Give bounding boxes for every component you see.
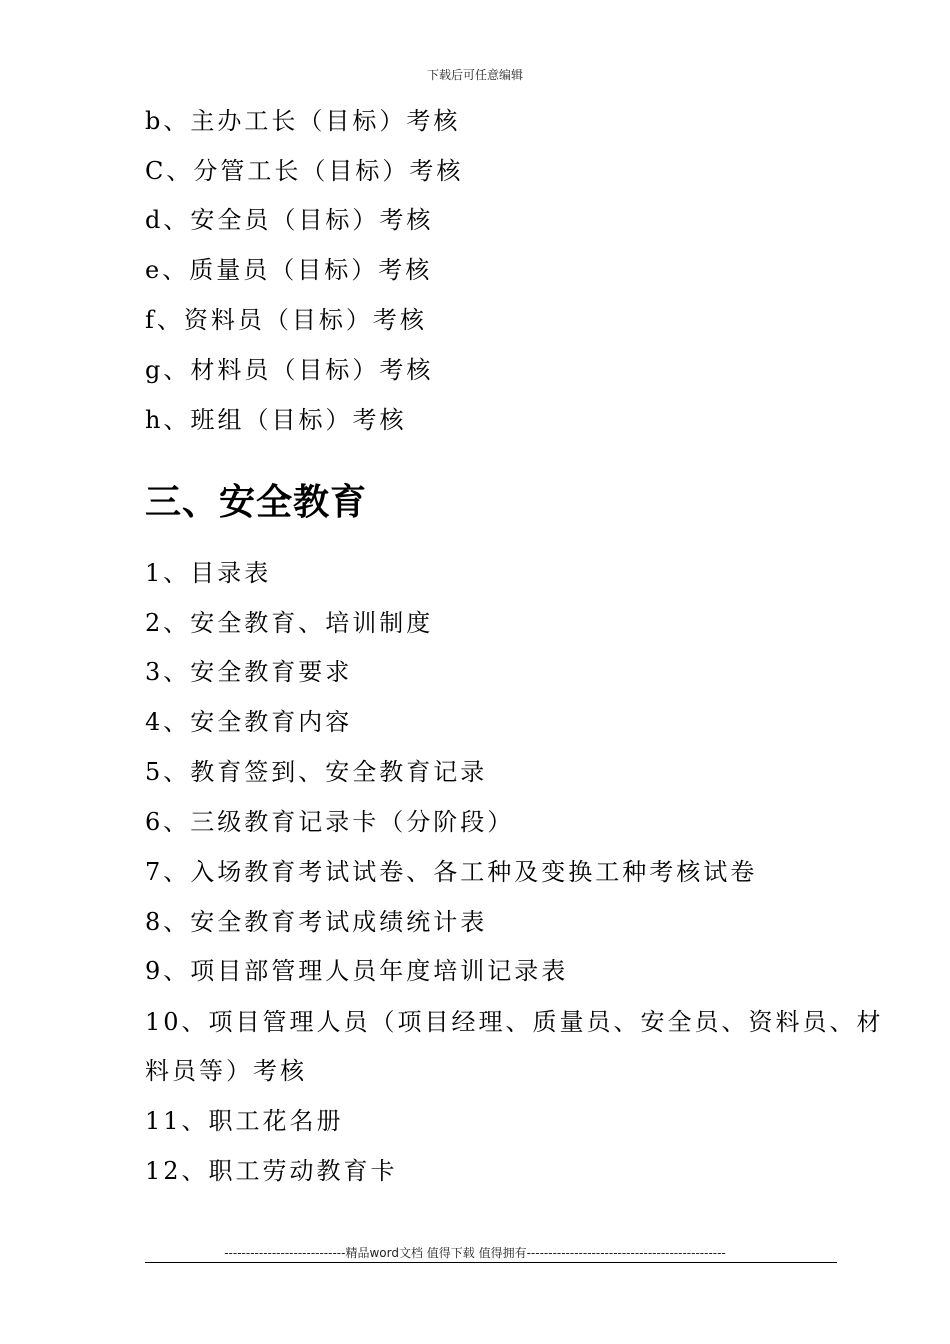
list-item: b、主办工长（目标）考核 bbox=[145, 107, 461, 135]
list-item-continuation: 料员等）考核 bbox=[145, 1057, 307, 1085]
list-item: 11、职工花名册 bbox=[145, 1107, 344, 1135]
list-item: 8、安全教育考试成绩统计表 bbox=[145, 908, 488, 936]
list-item: 6、三级教育记录卡（分阶段） bbox=[145, 808, 515, 836]
list-item: 12、职工劳动教育卡 bbox=[145, 1157, 398, 1185]
list-item: C、分管工长（目标）考核 bbox=[145, 157, 464, 185]
section-heading: 三、安全教育 bbox=[145, 482, 368, 523]
list-item: 1、目录表 bbox=[145, 559, 272, 587]
list-item: 7、入场教育考试试卷、各工种及变换工种考核试卷 bbox=[145, 858, 758, 886]
list-item: 9、项目部管理人员年度培训记录表 bbox=[145, 957, 569, 985]
list-item: f、资料员（目标）考核 bbox=[145, 306, 427, 334]
footer-divider bbox=[145, 1262, 837, 1263]
list-item: h、班组（目标）考核 bbox=[145, 406, 407, 434]
list-item: 10、项目管理人员（项目经理、质量员、安全员、资料员、材 bbox=[145, 1008, 884, 1036]
list-item: 3、安全教育要求 bbox=[145, 658, 353, 686]
page-footer: ----------------------------精品word文档 值得下载 值得拥有---------------------------------------------- bbox=[224, 1246, 726, 1260]
list-item: d、安全员（目标）考核 bbox=[145, 206, 434, 234]
list-item: e、质量员（目标）考核 bbox=[145, 256, 433, 284]
list-item: 5、教育签到、安全教育记录 bbox=[145, 758, 488, 786]
page-header: 下载后可任意编辑 bbox=[426, 68, 523, 82]
list-item: 4、安全教育内容 bbox=[145, 708, 353, 736]
list-item: 2、安全教育、培训制度 bbox=[145, 609, 434, 637]
list-item: g、材料员（目标）考核 bbox=[145, 356, 434, 384]
